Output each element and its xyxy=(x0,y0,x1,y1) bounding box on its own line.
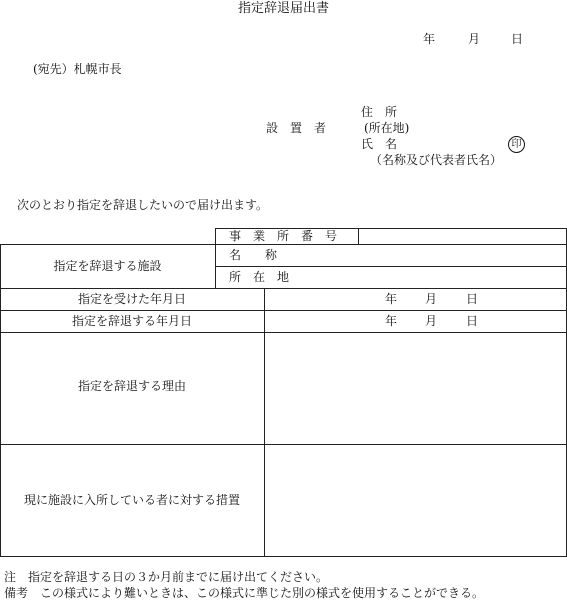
establisher-label: 設 置 者 xyxy=(266,121,327,135)
received-date-year: 年 xyxy=(385,292,398,306)
facility-label: 指定を辞退する施設 xyxy=(53,259,162,273)
withdraw-date-month: 月 xyxy=(425,314,438,328)
facility-address-label: 所 在 地 xyxy=(229,270,290,284)
reason-label: 指定を辞退する理由 xyxy=(77,379,186,393)
intro-text: 次のとおり指定を辞退したいので届け出ます。 xyxy=(17,198,269,212)
measures-field[interactable] xyxy=(266,446,564,554)
withdraw-date-label: 指定を辞退する年月日 xyxy=(71,314,192,328)
date-year-label: 年 xyxy=(423,32,436,46)
date-day-label: 日 xyxy=(511,32,524,46)
reason-field[interactable] xyxy=(266,334,564,442)
received-date-label: 指定を受けた年月日 xyxy=(77,292,186,306)
office-number-label: 事 業 所 番 号 xyxy=(229,229,338,243)
address-label: 住 所 xyxy=(361,105,398,119)
withdraw-date-year: 年 xyxy=(385,314,398,328)
received-date-month: 月 xyxy=(425,292,438,306)
withdraw-date-day: 日 xyxy=(466,314,479,328)
note-text: 注 指定を辞退する日の３か月前までに届け出てください。 xyxy=(4,570,329,584)
office-number-value[interactable] xyxy=(360,230,565,242)
facility-name-label: 名 称 xyxy=(229,248,278,262)
name-note: （名称及び代表者氏名） xyxy=(370,153,503,167)
seal-mark: 印 xyxy=(508,136,525,153)
remark-text: 備考 この様式により難いときは、この様式に準じた別の様式を使用することができる。 xyxy=(4,586,485,600)
name-label: 氏 名 xyxy=(361,137,398,151)
addressee: (宛先）札幌市長 xyxy=(33,62,122,76)
received-date-day: 日 xyxy=(466,292,479,306)
date-month-label: 月 xyxy=(468,32,481,46)
document-title: 指定辞退届出書 xyxy=(237,1,329,16)
measures-label: 現に施設に入所している者に対する措置 xyxy=(23,493,240,507)
location-label: (所在地) xyxy=(364,121,410,135)
